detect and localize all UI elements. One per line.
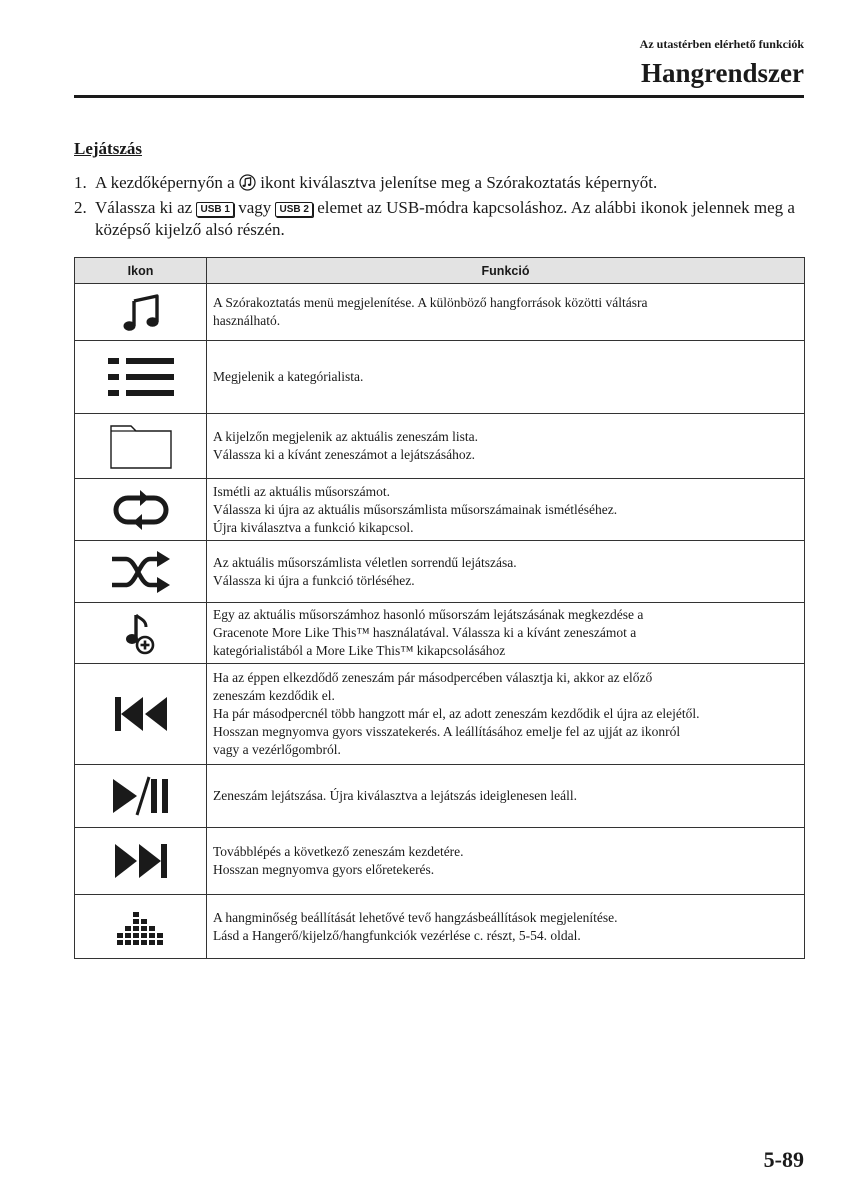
step-number: 1. bbox=[74, 173, 87, 192]
table-row bbox=[75, 341, 805, 414]
section-title: Lejátszás bbox=[74, 139, 142, 158]
column-header-icon: Ikon bbox=[75, 258, 207, 284]
table-header-row bbox=[75, 258, 805, 284]
description-line: Az aktuális műsorszámlista véletlen sorrendű lejátszása. bbox=[213, 554, 517, 570]
description-line: Zeneszám lejátszása. Újra kiválasztva a lejátszás ideiglenesen leáll. bbox=[213, 788, 577, 803]
running-header-title: Hangrendszer bbox=[641, 58, 804, 88]
description-line: Továbblépés a következő zeneszám kezdetére. bbox=[213, 844, 464, 859]
icon-cell bbox=[75, 541, 207, 603]
instruction-step-2 bbox=[74, 197, 809, 241]
icon-cell bbox=[75, 765, 207, 828]
table-row bbox=[75, 479, 805, 541]
next-track-icon bbox=[113, 842, 169, 880]
icon-cell bbox=[75, 828, 207, 895]
usb1-button-glyph: USB 1 bbox=[196, 202, 233, 217]
function-cell bbox=[207, 284, 805, 341]
function-cell bbox=[207, 603, 805, 664]
play-pause-icon bbox=[111, 775, 171, 817]
icon-cell bbox=[75, 479, 207, 541]
description-line: Hosszan megnyomva gyors visszatekerés. A leállításához emelje fel az ujját az ikonról bbox=[213, 724, 681, 739]
folder-icon bbox=[109, 422, 173, 470]
description-line: kategórialistából a More Like This™ kikapcsolásához bbox=[213, 643, 506, 658]
icon-cell bbox=[75, 603, 207, 664]
description-line: A hangminőség beállítását lehetővé tevő hangzásbeállítások megjelenítése. bbox=[213, 909, 618, 925]
function-cell bbox=[207, 341, 805, 414]
function-cell bbox=[207, 765, 805, 828]
function-cell bbox=[207, 895, 805, 959]
column-header-function: Funkció bbox=[207, 258, 805, 284]
description-line: vagy a vezérlőgombról. bbox=[213, 742, 341, 757]
description-line: Egy az aktuális műsorszámhoz hasonló műsorszám lejátszásának megkezdése a bbox=[213, 607, 644, 622]
icon-cell bbox=[75, 414, 207, 479]
icon-cell bbox=[75, 664, 207, 765]
table-row bbox=[75, 895, 805, 959]
table-row bbox=[75, 541, 805, 603]
description-line: Válassza ki a kívánt zeneszámot a lejátszásához. bbox=[213, 447, 476, 462]
more-like-this-icon bbox=[124, 611, 158, 655]
description-line: Megjelenik a kategórialista. bbox=[213, 369, 364, 384]
description-line: Válassza ki újra az aktuális műsorszámlista műsorszámainak ismétléséhez. bbox=[213, 501, 618, 517]
step-text: ikont kiválasztva jelenítse meg a Szórakoztatás képernyőt. bbox=[260, 173, 658, 192]
table-row bbox=[75, 828, 805, 895]
list-icon bbox=[106, 355, 176, 399]
page-number: 5-89 bbox=[763, 1147, 804, 1172]
music-note-icon bbox=[119, 290, 163, 334]
step-text: elemet az USB-módra kapcsoláshoz. Az alábbi ikonok jelennek meg a középső kijelző alsó részén. bbox=[95, 198, 795, 239]
description-line: Hosszan megnyomva gyors előretekerés. bbox=[213, 862, 435, 877]
table-row bbox=[75, 664, 805, 765]
table-row bbox=[75, 284, 805, 341]
description-line: A Szórakoztatás menü megjelenítése. A különböző hangforrások közötti váltásra bbox=[213, 295, 648, 310]
equalizer-icon bbox=[115, 906, 167, 948]
step-number: 2. bbox=[74, 198, 87, 217]
shuffle-icon bbox=[110, 551, 172, 593]
description-line: Lásd a Hangerő/kijelző/hangfunkciók vezérlése c. részt, 5-54. oldal. bbox=[213, 927, 581, 943]
description-line: Gracenote More Like This™ használatával. Válassza ki a kívánt zeneszámot a bbox=[213, 625, 637, 640]
previous-track-icon bbox=[113, 695, 169, 733]
function-cell bbox=[207, 414, 805, 479]
running-header-subtitle: Az utastérben elérhető funkciók bbox=[639, 37, 804, 51]
description-line: A kijelzőn megjelenik az aktuális zeneszám lista. bbox=[213, 429, 479, 444]
description-line: Ismétli az aktuális műsorszámot. bbox=[213, 483, 390, 499]
instruction-step-1 bbox=[74, 172, 809, 197]
table-row bbox=[75, 765, 805, 828]
icon-cell bbox=[75, 341, 207, 414]
function-table bbox=[74, 257, 805, 959]
function-cell bbox=[207, 664, 805, 765]
step-text: vagy bbox=[238, 198, 272, 217]
function-cell bbox=[207, 828, 805, 895]
icon-cell bbox=[75, 284, 207, 341]
function-cell bbox=[207, 541, 805, 603]
description-line: Ha az éppen elkezdődő zeneszám pár másodpercében választja ki, akkor az előző bbox=[213, 670, 653, 685]
function-cell bbox=[207, 479, 805, 541]
instruction-list bbox=[74, 172, 809, 241]
icon-cell bbox=[75, 895, 207, 959]
step-text: A kezdőképernyőn a bbox=[95, 173, 235, 192]
step-text: Válassza ki az bbox=[95, 198, 193, 217]
usb2-button-glyph: USB 2 bbox=[275, 202, 312, 217]
description-line: Újra kiválasztva a funkció kikapcsol. bbox=[213, 519, 414, 535]
description-line: Válassza ki újra a funkció törléséhez. bbox=[213, 572, 415, 588]
description-line: zeneszám kezdődik el. bbox=[213, 688, 335, 703]
header-rule bbox=[74, 95, 804, 98]
table-row bbox=[75, 414, 805, 479]
description-line: Ha pár másodpercnél több hangzott már el, az adott zeneszám kezdődik el újra az elejétől. bbox=[213, 706, 700, 721]
repeat-icon bbox=[110, 489, 172, 531]
table-row bbox=[75, 603, 805, 664]
description-line: használható. bbox=[213, 313, 281, 328]
music-note-circle-icon bbox=[239, 174, 256, 197]
